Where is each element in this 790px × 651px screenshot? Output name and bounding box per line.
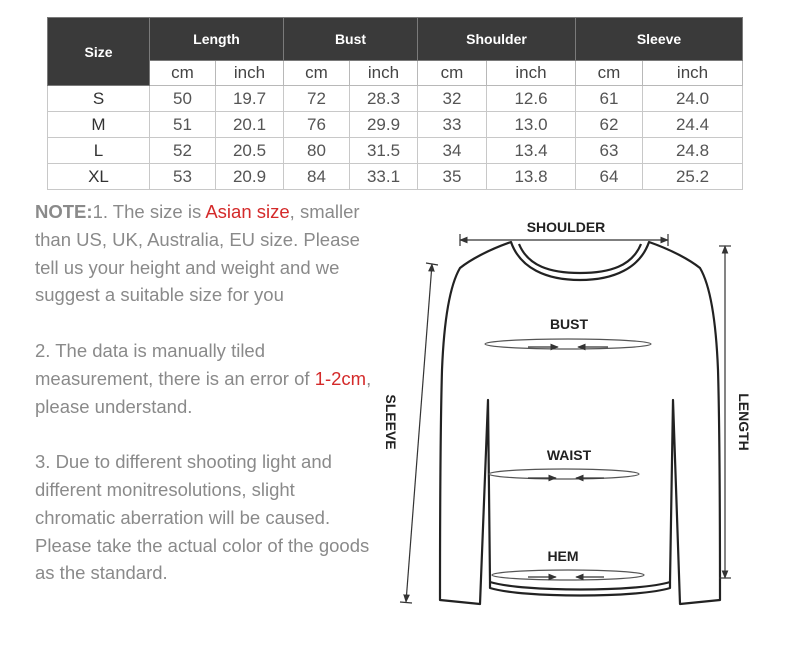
table-cell: 51 [150, 112, 216, 138]
table-row [48, 86, 743, 112]
note-text: 2. The data is manually tiled measurement, there is an error of [35, 339, 315, 389]
shirt-outline-icon [440, 242, 720, 604]
unit-header: cm [418, 61, 487, 86]
table-cell: 29.9 [350, 112, 418, 138]
table-cell: 34 [418, 138, 487, 164]
table-cell: 13.8 [487, 164, 576, 190]
table-cell: 24.8 [643, 138, 743, 164]
sleeve-measure-line [406, 264, 432, 602]
table-cell: 76 [284, 112, 350, 138]
note-text: , smaller than US, UK, Australia, EU size. Please tell us your height and weight and we suggest a suitable size for you [35, 201, 360, 306]
hem-label: HEM [547, 548, 579, 564]
table-cell: 24.4 [643, 112, 743, 138]
table-cell: 80 [284, 138, 350, 164]
length-label: LENGTH [736, 393, 752, 451]
size-cell: S [48, 86, 150, 112]
table-cell: 53 [150, 164, 216, 190]
unit-header: cm [284, 61, 350, 86]
unit-header: inch [216, 61, 284, 86]
waist-measure-ellipse [489, 469, 639, 479]
table-cell: 33.1 [350, 164, 418, 190]
table-cell: 62 [576, 112, 643, 138]
table-cell: 13.0 [487, 112, 576, 138]
table-cell: 24.0 [643, 86, 743, 112]
table-row [48, 138, 743, 164]
length-header: Length [150, 18, 284, 61]
note-text: , please understand. [35, 367, 372, 417]
table-cell: 35 [418, 164, 487, 190]
bust-label: BUST [549, 316, 589, 332]
table-cell: 52 [150, 138, 216, 164]
unit-header: inch [350, 61, 418, 86]
table-cell: 33 [418, 112, 487, 138]
table-cell: 84 [284, 164, 350, 190]
table-cell: 20.9 [216, 164, 284, 190]
table-cell: 28.3 [350, 86, 418, 112]
table-cell: 20.1 [216, 112, 284, 138]
table-cell: 32 [418, 86, 487, 112]
note-paragraph-2 [35, 337, 380, 420]
unit-header: cm [150, 61, 216, 86]
bust-measure-ellipse [485, 339, 651, 349]
note-text: 1. The size is [92, 201, 206, 222]
size-cell: L [48, 138, 150, 164]
size-notes [35, 198, 380, 615]
table-cell: 25.2 [643, 164, 743, 190]
table-cell: 13.4 [487, 138, 576, 164]
sleeve-label: SLEEVE [383, 394, 399, 450]
unit-header: cm [576, 61, 643, 86]
unit-header: inch [487, 61, 576, 86]
note-paragraph-1 [35, 198, 380, 309]
table-cell: 61 [576, 86, 643, 112]
table-cell: 64 [576, 164, 643, 190]
note-label: NOTE: [35, 201, 93, 222]
table-cell: 20.5 [216, 138, 284, 164]
table-cell: 72 [284, 86, 350, 112]
size-cell: M [48, 112, 150, 138]
size-cell: XL [48, 164, 150, 190]
table-cell: 50 [150, 86, 216, 112]
bust-header: Bust [284, 18, 418, 61]
unit-header: inch [643, 61, 743, 86]
shoulder-label: SHOULDER [526, 219, 606, 235]
table-row [48, 164, 743, 190]
table-cell: 12.6 [487, 86, 576, 112]
asian-size-highlight: Asian size [205, 201, 290, 222]
hem-measure-ellipse [492, 570, 644, 580]
note-paragraph-3: 3. Due to different shooting light and different monitresolutions, slight chromatic aberration will be caused. Please take the actual color of the goods as the standard. [35, 451, 370, 584]
table-cell: 63 [576, 138, 643, 164]
shoulder-header: Shoulder [418, 18, 576, 61]
table-cell: 31.5 [350, 138, 418, 164]
table-row [48, 112, 743, 138]
sleeve-header: Sleeve [576, 18, 743, 61]
waist-label: WAIST [546, 447, 592, 463]
garment-measurement-diagram [378, 210, 778, 620]
error-range-highlight: 1-2cm [314, 367, 367, 389]
size-chart-table [47, 17, 743, 190]
size-header: Size [48, 18, 150, 86]
table-cell: 19.7 [216, 86, 284, 112]
